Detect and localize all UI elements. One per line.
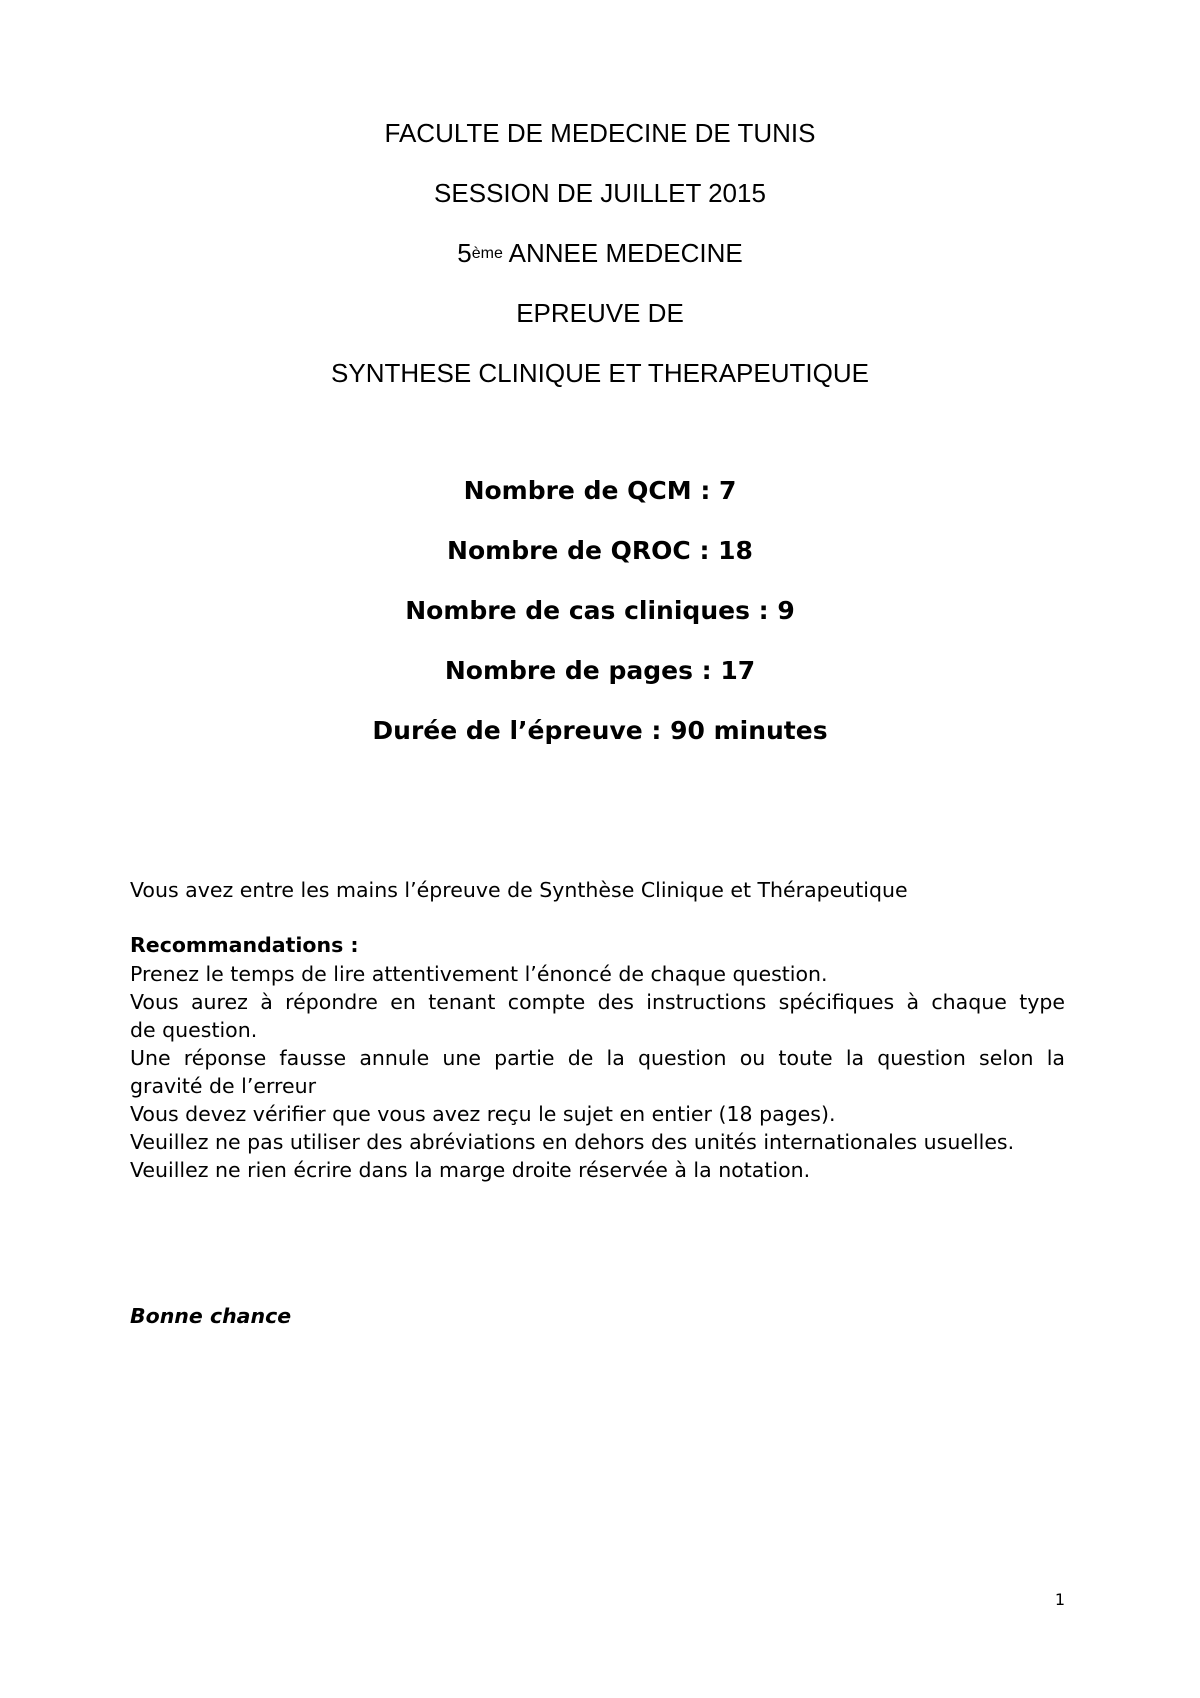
stat-duration: Durée de l’épreuve : 90 minutes xyxy=(372,716,828,745)
recommendations-list xyxy=(130,960,1065,1184)
stat-pages-count: Nombre de pages : 17 xyxy=(444,656,756,685)
year-title xyxy=(0,238,1200,273)
recommendation-line: gravité de l’erreur xyxy=(130,1074,317,1098)
stat-qroc-count: Nombre de QROC : 18 xyxy=(447,536,753,565)
faculty-title: FACULTE DE MEDECINE DE TUNIS xyxy=(384,118,816,148)
stat-qcm-count: Nombre de QCM : 7 xyxy=(463,476,737,505)
year-suffix: ème xyxy=(471,245,503,262)
recommendation-line: Veuillez ne rien écrire dans la marge droite réservée à la notation. xyxy=(130,1158,811,1182)
recommendation-line: Vous devez vérifier que vous avez reçu le sujet en entier (18 pages). xyxy=(130,1102,836,1126)
recommendation-line: Veuillez ne pas utiliser des abréviations en dehors des unités internationales usuelles. xyxy=(130,1130,1015,1154)
intro-text: Vous avez entre les mains l’épreuve de Synthèse Clinique et Thérapeutique xyxy=(130,878,908,902)
year-number: 5 xyxy=(457,238,472,268)
stat-clinical-cases-count: Nombre de cas cliniques : 9 xyxy=(405,596,795,625)
recommendation-line: Prenez le temps de lire attentivement l’énoncé de chaque question. xyxy=(130,962,828,986)
recommendation-line: Vous aurez à répondre en tenant compte des instructions spécifiques à chaque type xyxy=(130,990,1065,1014)
exam-title-line-2: SYNTHESE CLINIQUE ET THERAPEUTIQUE xyxy=(331,358,869,388)
recommendation-line: Une réponse fausse annule une partie de la question ou toute la question selon la xyxy=(130,1046,1065,1070)
page-number: 1 xyxy=(1054,1590,1066,1609)
exam-title-line-1: EPREUVE DE xyxy=(516,298,684,328)
session-title: SESSION DE JUILLET 2015 xyxy=(434,178,766,208)
recommendation-line: de question. xyxy=(130,1018,258,1042)
year-rest: ANNEE MEDECINE xyxy=(502,238,743,268)
closing-text: Bonne chance xyxy=(130,1304,292,1328)
recommendations-title: Recommandations : xyxy=(130,933,359,957)
